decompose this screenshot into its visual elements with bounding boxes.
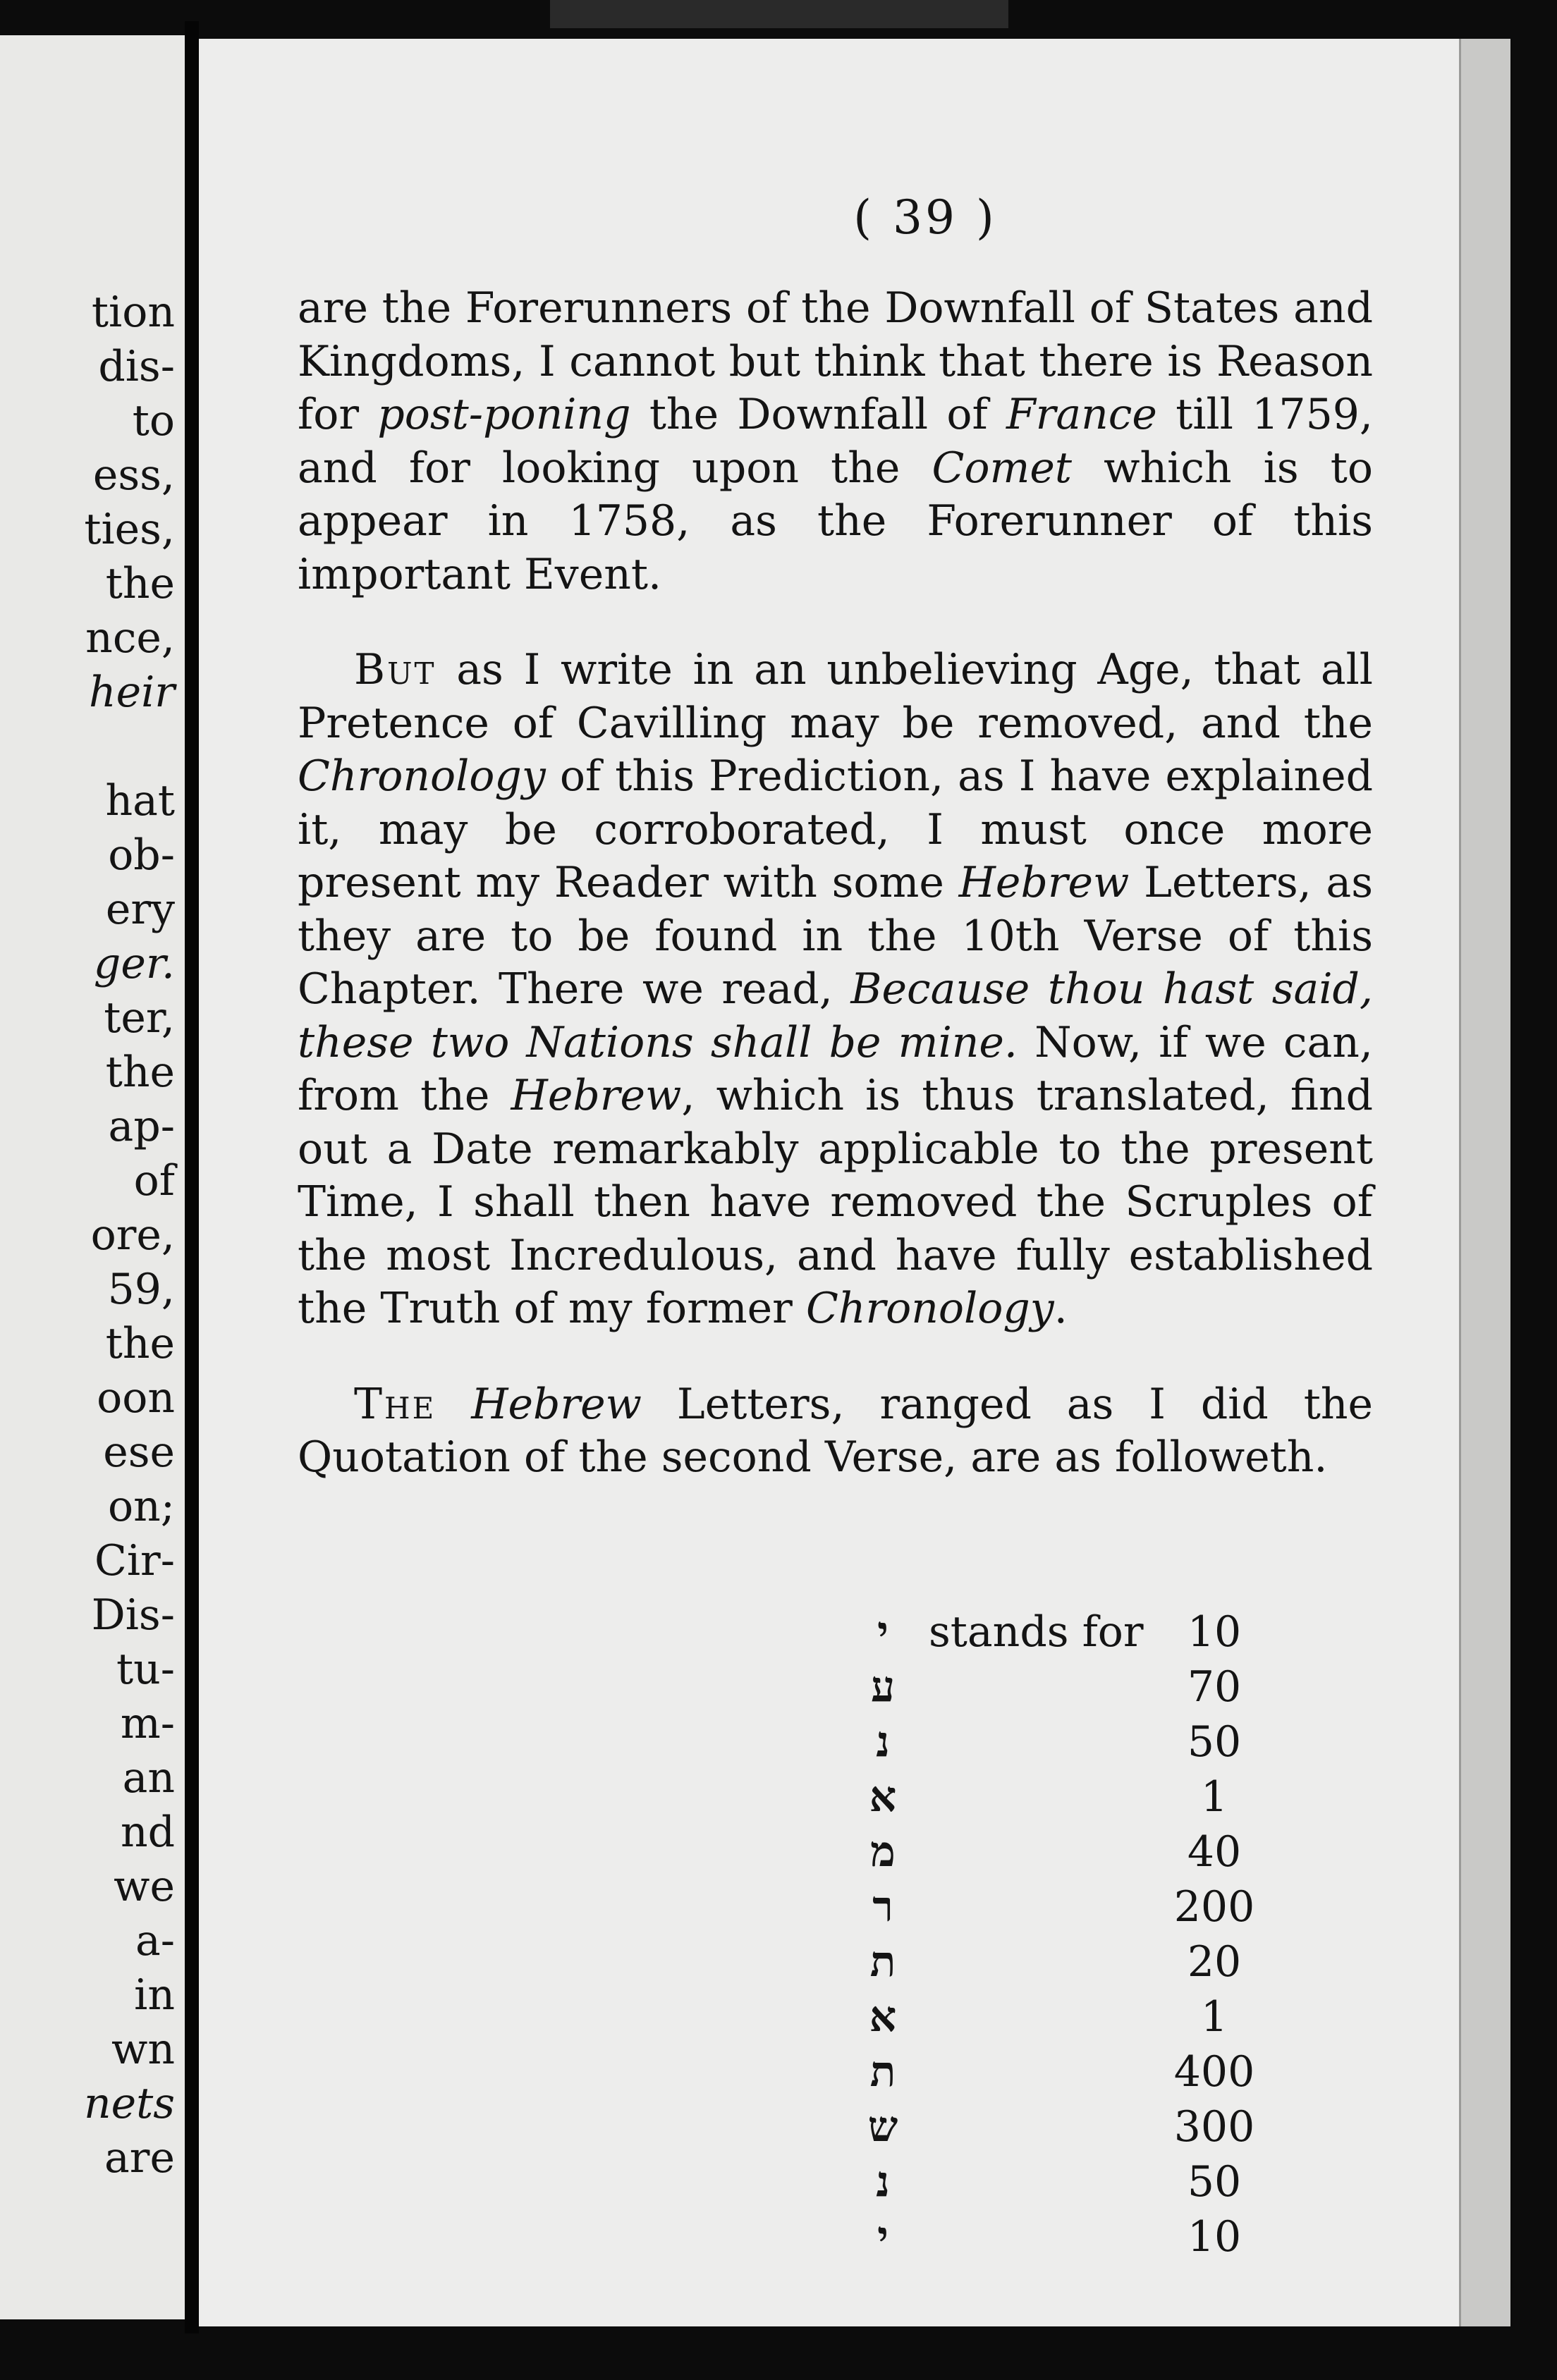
hebrew-letter: א — [869, 1992, 897, 2042]
top-shadow — [550, 0, 1008, 28]
left-fragment: tu- — [116, 1645, 175, 1694]
numeric-value: 10 — [1187, 1607, 1242, 1657]
left-fragment: ob- — [108, 830, 175, 880]
letter-row — [650, 1992, 1285, 2047]
numeric-value: 1 — [1200, 1772, 1228, 1822]
numeric-value: 20 — [1187, 1937, 1242, 1987]
left-fragment: wn — [111, 2025, 175, 2074]
italic-run: Hebrew — [471, 1379, 642, 1429]
text-run: which is to appear in 1758, as the Forerunner of this important Event. — [298, 443, 1373, 599]
left-fragment — [84, 720, 175, 774]
hebrew-letter: ע — [871, 1662, 895, 1712]
hebrew-letter: י — [877, 1607, 889, 1657]
left-fragment: the — [105, 559, 175, 608]
left-fragment: the — [105, 1319, 175, 1368]
numeric-value: 50 — [1187, 1717, 1242, 1767]
italic-run: Chronology — [298, 752, 546, 801]
left-fragment: we — [114, 1862, 175, 1911]
paragraph-gap — [298, 601, 1373, 644]
paren-open: ( — [853, 190, 874, 245]
italic-run: Hebrew — [511, 1071, 682, 1120]
page-edge-shadow — [1459, 39, 1510, 2326]
letter-row — [650, 1772, 1285, 1827]
italic-run: France — [1006, 390, 1157, 439]
left-fragment: ore, — [90, 1210, 175, 1260]
letter-row — [650, 2047, 1285, 2102]
paragraph-2 — [298, 644, 1373, 1336]
italic-run: Comet — [932, 443, 1073, 493]
text-run — [436, 1380, 471, 1429]
left-fragment: Dis- — [91, 1590, 175, 1640]
text-run: of this Prediction, as I have explained it, may be corroborated, I must once more present my Reader with some — [298, 752, 1373, 907]
body-text — [298, 282, 1373, 1485]
left-fragment: an — [122, 1753, 175, 1803]
italic-run: Hebrew — [958, 858, 1130, 907]
page-header — [749, 190, 1101, 245]
hebrew-letter: ש — [867, 2102, 898, 2152]
paragraph-1 — [298, 282, 1373, 601]
paren-close: ) — [975, 190, 997, 245]
left-fragment: are — [104, 2133, 175, 2183]
left-fragment: dis- — [98, 342, 175, 391]
letter-row — [650, 1882, 1285, 1937]
hebrew-letter: ת — [869, 1937, 896, 1987]
left-fragment: ap- — [108, 1102, 175, 1151]
left-fragment: ties, — [84, 505, 175, 554]
left-fragment: nce, — [85, 613, 175, 663]
letter-row — [650, 2212, 1285, 2267]
letter-row — [650, 1827, 1285, 1882]
numeric-value: 200 — [1173, 1882, 1255, 1932]
italic-run: Chronology — [805, 1284, 1054, 1333]
left-fragment: oon — [97, 1373, 175, 1423]
left-fragment: on; — [108, 1482, 175, 1531]
left-fragment: in — [134, 1970, 175, 2020]
text-run: . — [1054, 1284, 1068, 1333]
numeric-value: 70 — [1187, 1662, 1242, 1712]
italic-run: Because thou hast said, these two Nations shall be mine. — [298, 964, 1374, 1067]
letter-row — [650, 1662, 1285, 1717]
letter-row — [650, 1937, 1285, 1992]
text-run: Letters, as they are to be found in the 10th Verse of this Chapter. There we read, — [298, 858, 1373, 1014]
hebrew-letter: נ — [876, 1717, 890, 1767]
letter-row — [650, 2157, 1285, 2212]
left-fragment: the — [105, 1048, 175, 1097]
letter-row — [650, 1717, 1285, 1772]
left-fragment: ess, — [92, 450, 175, 500]
left-fragment: 59, — [107, 1265, 175, 1314]
numeric-value: 1 — [1200, 1992, 1228, 2042]
numeric-value: 400 — [1173, 2047, 1255, 2097]
hebrew-letter: נ — [876, 2157, 890, 2207]
hebrew-letter: ת — [869, 2047, 896, 2097]
text-run: Letters, ranged as I did the Quotation of the second Verse, are as followeth. — [298, 1379, 1373, 1482]
letter-row — [650, 1607, 1285, 1662]
paragraph-3 — [298, 1378, 1373, 1485]
left-fragment: nets — [83, 2079, 175, 2128]
left-fragment: m- — [120, 1699, 175, 1748]
italic-run: post-poning — [377, 390, 631, 439]
left-fragment: to — [132, 396, 175, 446]
left-fragment: ger. — [93, 939, 175, 988]
text-run: are the Forerunners of the Downfall of States and Kingdoms, I cannot but think that there is Reason for — [298, 283, 1373, 439]
left-fragment: of — [133, 1156, 175, 1206]
left-fragment: tion — [91, 288, 175, 337]
numeric-value: 50 — [1187, 2157, 1242, 2207]
left-fragment: ese — [103, 1428, 175, 1477]
left-fragment: ery — [105, 885, 175, 934]
book-gutter — [185, 21, 199, 2333]
hebrew-letter: י — [877, 2212, 889, 2262]
text-run: as I write in an unbelieving Age, that all Pretence of Cavilling may be removed, and the — [298, 645, 1373, 748]
letter-row — [650, 2102, 1285, 2157]
left-fragment: a- — [135, 1916, 175, 1965]
numeric-value: 40 — [1187, 1827, 1242, 1877]
small-caps-run: The — [354, 1379, 436, 1429]
numeric-value: 300 — [1173, 2102, 1255, 2152]
left-fragment: heir — [88, 668, 175, 717]
numeric-value: 10 — [1187, 2212, 1242, 2262]
hebrew-letter-table — [650, 1607, 1285, 2267]
page — [199, 39, 1510, 2326]
text-run: till 1759, and for looking upon the — [298, 390, 1374, 493]
text-run: the Downfall of — [630, 390, 1007, 439]
text-run: Now, if we can, from the — [298, 1017, 1374, 1120]
hebrew-letter: ר — [872, 1882, 893, 1932]
left-fragment: ter, — [104, 993, 175, 1043]
stands-for-label: stands for — [929, 1607, 1144, 1657]
left-fragment: nd — [120, 1808, 175, 1857]
small-caps-run: But — [354, 645, 436, 694]
left-page-text-fragments — [84, 286, 175, 2185]
left-facing-page — [0, 35, 185, 2319]
paragraph-gap — [298, 1336, 1373, 1378]
text-run: , which is thus translated, find out a Date remarkably applicable to the present Time, I shall then have removed the Scruples of the most Incredulous, and have fully established the Truth of my former — [298, 1071, 1374, 1333]
page-number: 39 — [893, 190, 958, 245]
left-fragment: Cir- — [94, 1536, 175, 1585]
hebrew-letter: מ — [870, 1827, 896, 1877]
hebrew-letter: א — [869, 1772, 897, 1822]
left-fragment: hat — [105, 776, 175, 826]
